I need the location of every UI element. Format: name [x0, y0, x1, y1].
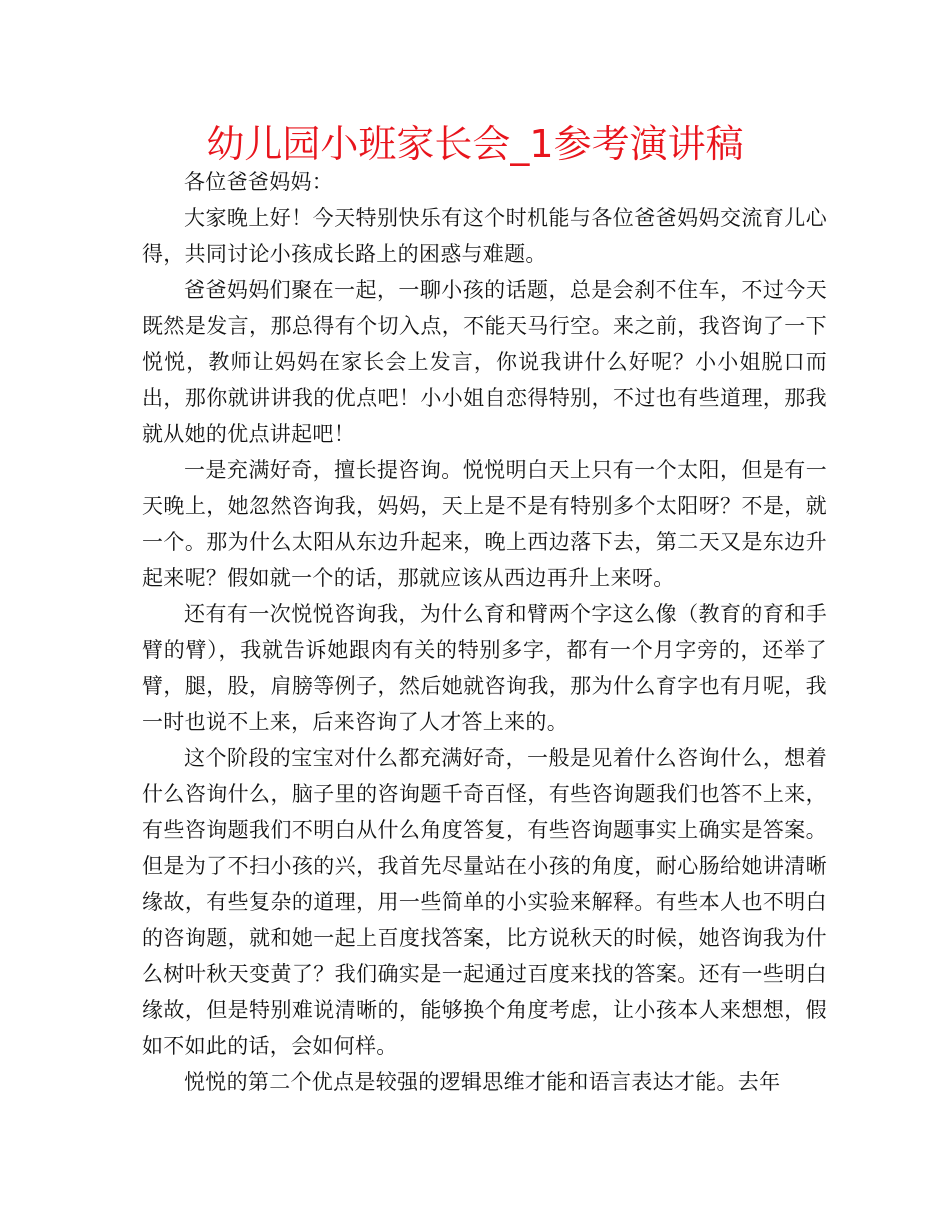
paragraph: 悦悦的第二个优点是较强的逻辑思维才能和语言表达才能。去年	[184, 1070, 781, 1094]
paragraph: 爸爸妈妈们聚在一起，一聊小孩的话题，总是会刹不住车，不过今天既然是发言，那总得有个切入点，不能天马行空。来之前，我咨询了一下悦悦，教师让妈妈在家长会上发言，你说我讲什么好呢？小小姐脱口而出，那你就讲讲我的优点吧！小小姐自恋得特别，不过也有些道理，那我就从她的优点讲起吧！	[142, 278, 827, 446]
document-body	[142, 164, 827, 1100]
paragraph-greeting: 各位爸爸妈妈：	[184, 170, 334, 194]
paragraph: 大家晚上好！今天特别快乐有这个时机能与各位爸爸妈妈交流育儿心得，共同讨论小孩成长路上的困惑与难题。	[142, 206, 827, 266]
paragraph: 这个阶段的宝宝对什么都充满好奇，一般是见着什么咨询什么，想着什么咨询什么，脑子里的咨询题千奇百怪，有些咨询题我们也答不上来，有些咨询题我们不明白从什么角度答复，有些咨询题事实上确实是答案。但是为了不扫小孩的兴，我首先尽量站在小孩的角度，耐心肠给她讲清晰缘故，有些复杂的道理，用一些简单的小实验来解释。有些本人也不明白的咨询题，就和她一起上百度找答案，比方说秋天的时候，她咨询我为什么树叶秋天变黄了？我们确实是一起通过百度来找的答案。还有一些明白缘故，但是特别难说清晰的，能够换个角度考虑，让小孩本人来想想，假如不如此的话，会如何样。	[142, 746, 827, 1058]
paragraph: 还有有一次悦悦咨询我，为什么育和臂两个字这么像（教育的育和手臂的臂），我就告诉她跟肉有关的特别多字，都有一个月字旁的，还举了臂，腿，股，肩膀等例子，然后她就咨询我，那为什么育字也有月呢，我一时也说不上来，后来咨询了人才答上来的。	[142, 602, 827, 734]
paragraph: 一是充满好奇，擅长提咨询。悦悦明白天上只有一个太阳，但是有一天晚上，她忽然咨询我，妈妈，天上是不是有特别多个太阳呀？不是，就一个。那为什么太阳从东边升起来，晚上西边落下去，第二天又是东边升起来呢？假如就一个的话，那就应该从西边再升上来呀。	[142, 458, 827, 590]
document-title: 幼儿园小班家长会_1参考演讲稿	[206, 122, 744, 166]
